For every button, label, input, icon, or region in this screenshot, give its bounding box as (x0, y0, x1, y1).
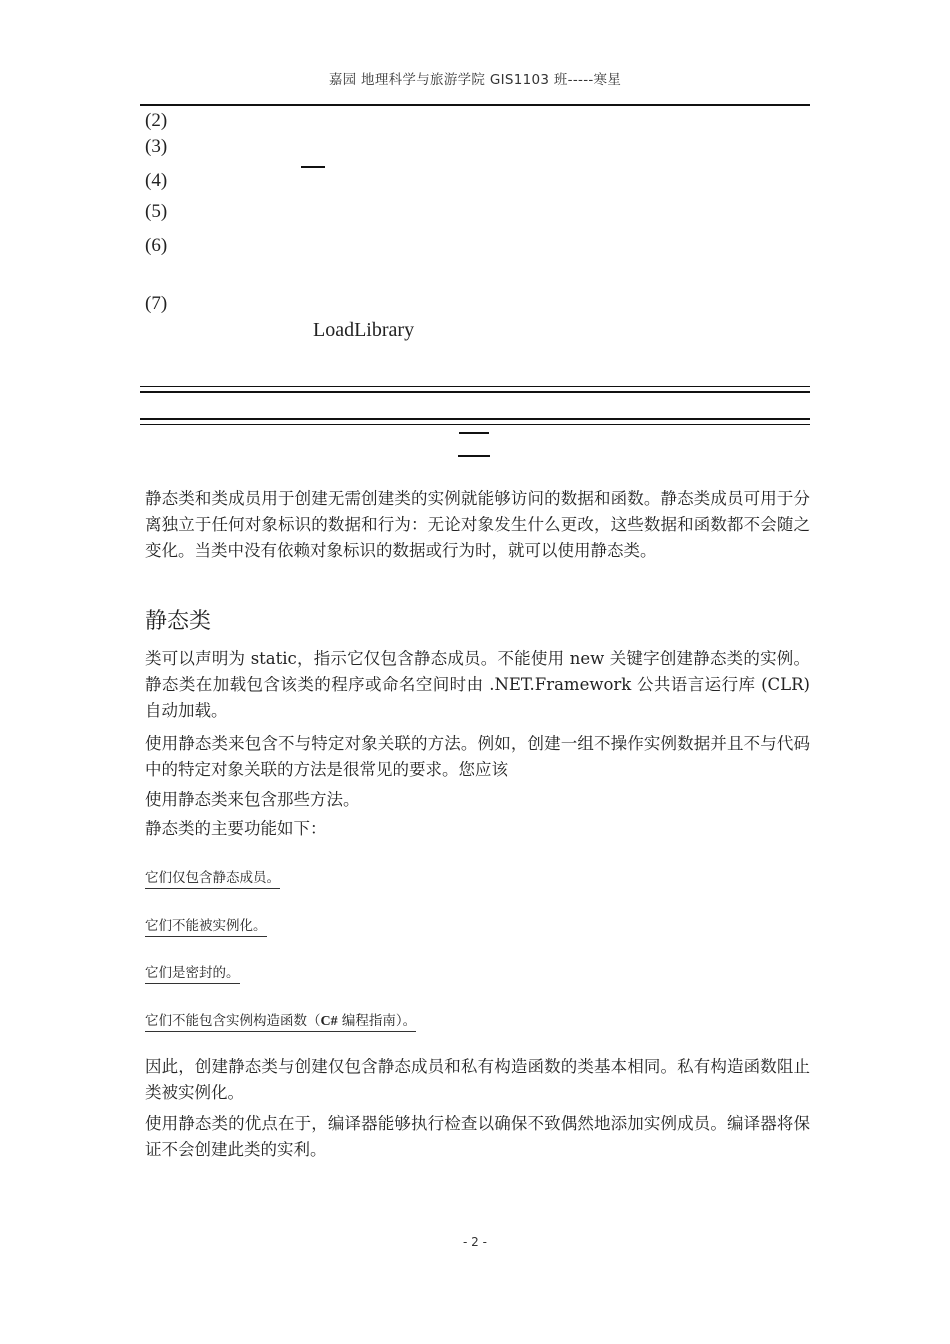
list-number: (6) (145, 235, 168, 256)
feature-item (145, 1013, 416, 1032)
dash-mark (301, 166, 325, 168)
feature-bold: C# (320, 1014, 338, 1029)
feature-text: 编程指南）。 (337, 1013, 417, 1029)
list-number: (2) (145, 110, 168, 131)
feature-item: 它们是密封的。 (145, 965, 240, 984)
paragraph: 使用静态类来包含不与特定对象关联的方法。例如，创建一组不操作实例数据并且不与代码中的特定对象关联的方法是很常见的要求。您应该 (145, 734, 810, 779)
double-rule-top (140, 386, 810, 387)
feature-text: 它们不能包含实例构造函数（ (145, 1013, 321, 1029)
loadlibrary-text: LoadLibrary (313, 319, 415, 341)
list-number: (3) (145, 136, 168, 157)
intro-paragraph: 静态类和类成员用于创建无需创建类的实例就能够访问的数据和函数。静态类成员可用于分离独立于任何对象标识的数据和行为：无论对象发生什么更改，这些数据和函数都不会随之变化。当类中没有依赖对象标识的数据或行为时，就可以使用静态类。 (145, 489, 810, 560)
double-rule-bottom (140, 418, 810, 420)
section-mark (458, 428, 490, 460)
paragraph: 因此，创建静态类与创建仅包含静态成员和私有构造函数的类基本相同。私有构造函数阻止类被实例化。 (145, 1057, 810, 1102)
paragraph: 静态类的主要功能如下： (145, 819, 327, 838)
feature-item: 它们仅包含静态成员。 (145, 870, 280, 889)
section-heading: 静态类 (145, 609, 212, 634)
header-rule (140, 104, 810, 106)
double-rule-top (140, 391, 810, 393)
page-number: - 2 - (463, 1235, 487, 1249)
paragraph: 使用静态类来包含那些方法。 (145, 790, 360, 809)
list-number: (7) (145, 293, 168, 314)
paragraph: 类可以声明为 static，指示它仅包含静态成员。不能使用 new 关键字创建静态类的实例。静态类在加载包含该类的程序或命名空间时由 .NET.Framework 公共语言运行库 (CLR) 自动加载。 (145, 649, 810, 720)
list-number: (5) (145, 201, 168, 222)
list-number: (4) (145, 170, 168, 191)
double-rule-bottom (140, 424, 810, 425)
paragraph: 使用静态类的优点在于，编译器能够执行检查以确保不致偶然地添加实例成员。编译器将保证不会创建此类的实利。 (145, 1114, 810, 1159)
feature-item: 它们不能被实例化。 (145, 918, 267, 937)
running-header: 嘉园 地理科学与旅游学院 GIS1103 班-----寒星 (328, 72, 622, 88)
